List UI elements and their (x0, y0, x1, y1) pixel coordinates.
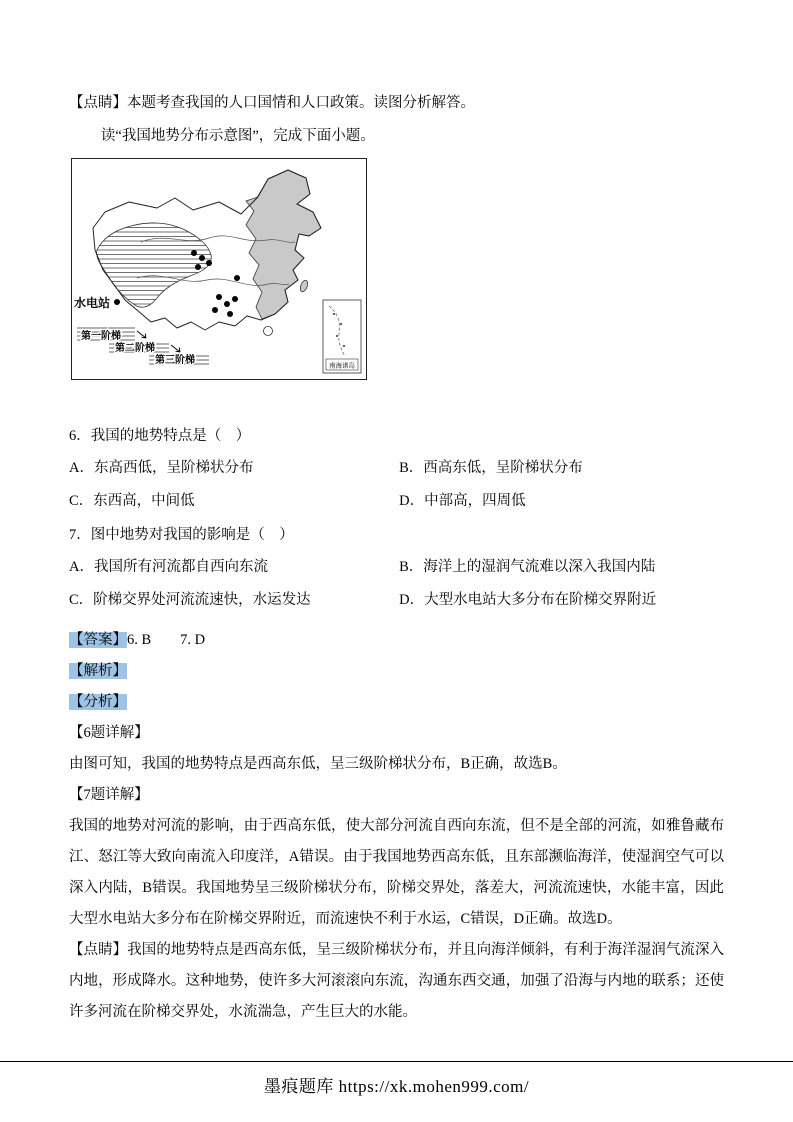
south-china-sea-inset (323, 300, 361, 373)
q7-option-b: B．海洋上的湿润气流难以深入我国内陆 (399, 559, 656, 575)
answer-label: 【答案】 (69, 632, 127, 648)
answer-values: 6. B 7. D (127, 632, 206, 648)
inset-label: 南海诸岛 (329, 362, 355, 370)
hainan-island (264, 327, 273, 336)
q7-option-c: C．阶梯交界处河流流速快，水运发达 (69, 592, 311, 608)
q6-option-c: C．东西高，中间低 (69, 493, 195, 509)
q7-option-a: A．我国所有河流都自西向东流 (69, 559, 268, 575)
hydro-legend-dot (114, 299, 120, 305)
q6-option-d: D．中部高，四周低 (399, 493, 526, 509)
q7-explain-text: 我国的地势对河流的影响，由于西高东低，使大部分河流自西向东流，但不是全部的河流，如雅鲁藏布江、怒江等大致向南流入印度洋，A错误。由于我国地势西高东低，且东部濒临海洋，使湿润空气可以深入内陆，B错误。我国地势呈三级阶梯状分布，阶梯交界处，落差大，河流流速快，水能丰富，因此大型水电站大多分布在阶梯交界附近，而流速快不利于水运，C错误，D正确。故选D。 (69, 818, 724, 927)
step1-label: 第一阶梯 (81, 331, 121, 342)
question-6-stem: 6．我国的地势特点是（ ） (69, 428, 251, 444)
jiexi-line (69, 656, 724, 687)
q7-explain-header: 【7题详解】 (69, 787, 149, 803)
section-instruction: 读“我国地势分布示意图”，完成下面小题。 (100, 128, 375, 144)
jiexi-label: 【解析】 (69, 663, 127, 679)
dianjing-summary: 【点睛】我国的地势特点是西高东低，呈三级阶梯状分布，并且向海洋倾斜，有利于海洋湿润气流深入内地，形成降水。这种地势，使许多大河滚滚向东流，沟通东西交通，加强了沿海与内地的联系；还使许多河流在阶梯交界处，水流湍急，产生巨大的水能。 (69, 942, 724, 1020)
note-top-paragraph: 【点睛】本题考查我国的人口国情和人口政策。读图分析解答。 (69, 95, 475, 111)
q6-option-a: A．东高西低，呈阶梯状分布 (69, 460, 254, 476)
fenxi-line (69, 687, 724, 718)
question-7-options (69, 556, 724, 611)
hydro-station-label: 水电站 (74, 296, 111, 310)
q6-option-b: B．西高东低，呈阶梯状分布 (399, 460, 583, 476)
q6-explain-text: 由图可知，我国的地势特点是西高东低，呈三级阶梯状分布，B正确，故选B。 (69, 756, 567, 772)
q7-option-d: D．大型水电站大多分布在阶梯交界附近 (399, 592, 657, 608)
answer-line (69, 625, 724, 656)
step2-label: 第二阶梯 (115, 343, 155, 354)
question-6-options (69, 457, 724, 512)
fenxi-label: 【分析】 (69, 694, 127, 710)
footer-site-link[interactable]: 墨痕题库 https://xk.mohen999.com/ (263, 1077, 530, 1096)
china-relief-map (71, 158, 367, 380)
page-footer (0, 1061, 793, 1097)
china-relief-map-figure (71, 158, 724, 385)
q6-explain-header: 【6题详解】 (69, 725, 149, 741)
step3-label: 第三阶梯 (155, 355, 195, 366)
question-7-stem: 7．图中地势对我国的影响是（ ） (69, 527, 294, 543)
